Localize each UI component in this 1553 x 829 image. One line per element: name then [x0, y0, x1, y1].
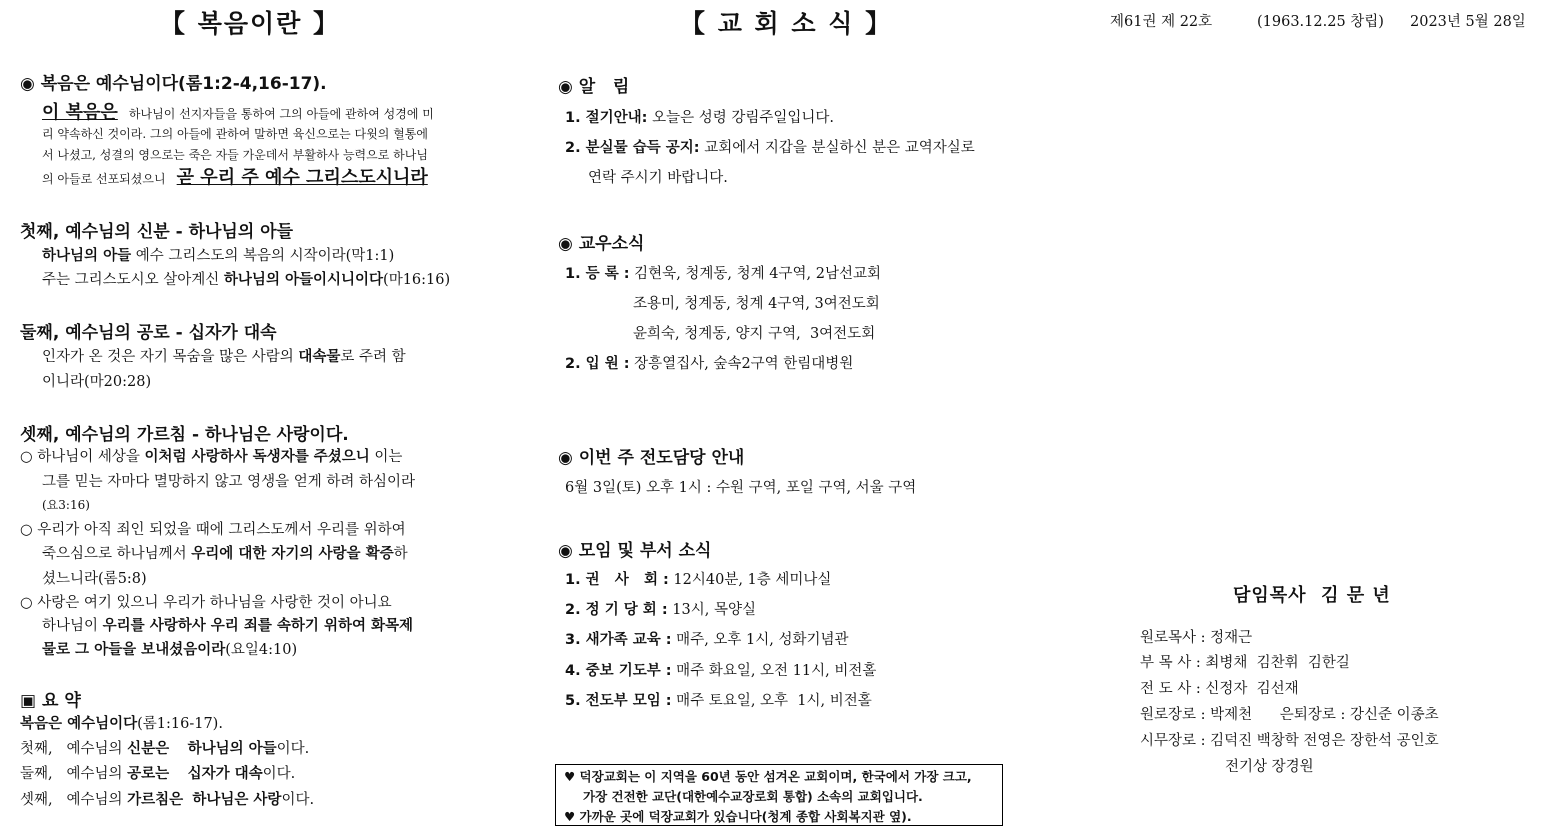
notice-heading: ◉ 알 림 — [558, 77, 630, 97]
third-point-item3-bold2: 물로 그 아들을 보내셨음이라 — [42, 642, 226, 658]
third-point-item2-line1: ○ 우리가 아직 죄인 되었을 때에 그리스도께서 우리를 위하여 — [20, 522, 406, 538]
meeting-item4 — [565, 659, 876, 680]
notice-item2-line2: 연락 주시기 바랍니다. — [588, 170, 728, 186]
third-point-item3-line2 — [42, 614, 413, 635]
registration-line3: 윤희숙, 청계동, 양지 구역, 3여전도회 — [633, 326, 876, 342]
summary-line4-a: 셋째, 예수님의 — [20, 792, 128, 808]
summary-line4-b: 가르침은 — [127, 792, 184, 808]
meeting-heading: ◉ 모임 및 부서 소식 — [558, 541, 712, 561]
second-point-text1b: 로 주려 함 — [340, 349, 406, 365]
meeting-item2-text: 13시, 목양실 — [667, 602, 756, 618]
gospel-intro-lead: 이 복음은 — [42, 102, 118, 123]
summary-line3 — [20, 762, 295, 783]
meeting-item1-label: 1. 권 사 회 : — [565, 572, 669, 588]
summary-line2-d: 하나님의 아들 — [187, 741, 277, 757]
notice-item1 — [565, 106, 834, 127]
staff-line5: 시무장로 : 김덕진 백창학 전영은 장한석 공인호 — [1140, 733, 1439, 749]
registration-label: 1. 등 록 : — [565, 266, 630, 282]
registration-text1: 김현욱, 청계동, 청계 4구역, 2남선교회 — [629, 266, 881, 282]
staff-line2: 부 목 사 : 최병채 김찬휘 김한길 — [1140, 655, 1350, 671]
evangelism-heading: ◉ 이번 주 전도담당 안내 — [558, 448, 745, 468]
meeting-item4-text: 매주 화요일, 오전 11시, 비전홀 — [671, 663, 877, 679]
staff-line3: 전 도 사 : 신정자 김선재 — [1140, 681, 1299, 697]
registration-line1 — [565, 262, 881, 283]
third-point-item2-pre: 죽으심으로 하나님께서 — [42, 546, 192, 562]
gospel-intro-heading: ◉ 복음은 예수님이다(롬1:2-4,16-17). — [20, 74, 327, 94]
summary-line1-bold: 복음은 예수님이다 — [20, 716, 138, 732]
gospel-intro-end: 곧 우리 주 예수 그리스도시니라 — [176, 167, 428, 188]
hospital-line — [565, 352, 853, 373]
summary-line2-b: 신분은 — [127, 741, 170, 757]
gospel-intro-line4 — [42, 163, 428, 189]
summary-line2-c — [169, 741, 187, 757]
third-point-item1-bold: 이처럼 사랑하사 독생자를 주셨으니 — [144, 449, 370, 465]
second-point-heading: 둘째, 예수님의 공로 - 십자가 대속 — [20, 323, 277, 343]
first-point-text1: 예수 그리스도의 복음의 시작이라(막1:1) — [131, 248, 395, 264]
third-point-item1-pre: ○ 하나님이 세상을 — [20, 449, 145, 465]
summary-line2-e: 이다. — [276, 741, 310, 757]
meeting-item5 — [565, 689, 872, 710]
gospel-intro-line2: 리 약속하신 것이라. 그의 아들에 관하여 말하면 육신으로는 다윗의 혈통에 — [42, 127, 428, 141]
second-point-line2: 이니라(마20:28) — [42, 374, 152, 390]
second-point-line1 — [42, 345, 406, 366]
third-point-item2-post: 하 — [393, 546, 408, 562]
church-info-line1: ♥ 덕장교회는 이 지역을 60년 동안 섬겨온 교회이며, 한국에서 가장 크고, — [564, 769, 972, 784]
first-point-bold2: 하나님의 아들이시니이다 — [223, 272, 384, 288]
first-point-line1 — [42, 244, 394, 265]
meeting-item4-label: 4. 중보 기도부 : — [565, 663, 672, 679]
church-info-box — [555, 764, 1003, 826]
bulletin-date: 2023년 5월 28일 — [1410, 14, 1526, 30]
church-info-line2: 가장 건전한 교단(대한예수교장로회 통합) 소속의 교회입니다. — [583, 789, 923, 804]
summary-line1 — [20, 712, 223, 733]
summary-line4-d: 하나님은 사랑 — [192, 792, 282, 808]
staff-line6: 전기상 장경원 — [1225, 759, 1314, 775]
church-info-line3: ♥ 가까운 곳에 덕장교회가 있습니다(청계 종합 사회복지관 옆). — [564, 809, 912, 824]
third-point-item2-line2 — [42, 542, 408, 563]
summary-line1-ref: (롬1:16-17). — [137, 716, 223, 732]
notice-item2-text: 교회에서 지갑을 분실하신 분은 교역자실로 — [699, 140, 975, 156]
meeting-item3-text: 매주, 오후 1시, 성화기념관 — [671, 632, 849, 648]
hospital-text: 장흥열집사, 숲속2구역 한림대병원 — [629, 356, 854, 372]
summary-line3-c — [169, 766, 187, 782]
notice-item1-label: 1. 절기안내: — [565, 110, 648, 126]
first-point-bold1: 하나님의 아들 — [42, 248, 132, 264]
third-point-heading: 셋째, 예수님의 가르침 - 하나님은 사랑이다. — [20, 425, 349, 445]
meeting-item5-text: 매주 토요일, 오후 1시, 비전홀 — [671, 693, 872, 709]
notice-item2-label: 2. 분실물 습득 공지: — [565, 140, 700, 156]
staff-line4: 원로장로 : 박제천 은퇴장로 : 강신준 이종초 — [1140, 707, 1439, 723]
news-column-title: 【 교 회 소 식 】 — [680, 9, 893, 38]
summary-line4 — [20, 788, 314, 809]
meeting-item5-label: 5. 전도부 모임 : — [565, 693, 672, 709]
third-point-item3-bold: 우리를 사랑하사 우리 죄를 속하기 위하여 화목제 — [102, 618, 414, 634]
senior-pastor: 담임목사 김 문 년 — [1233, 585, 1391, 606]
meeting-item2 — [565, 598, 756, 619]
third-point-item2-line3: 셨느니라(롬5:8) — [42, 571, 147, 587]
meeting-item1-text: 12시40분, 1층 세미나실 — [668, 572, 832, 588]
third-point-item3-ref: (요일4:10) — [225, 642, 298, 658]
meeting-item1 — [565, 568, 831, 589]
gospel-intro-line3: 서 나셨고, 성결의 영으로는 죽은 자들 가운데서 부활하사 능력으로 하나님 — [42, 148, 428, 162]
summary-line2 — [20, 737, 309, 758]
summary-line4-e: 이다. — [281, 792, 315, 808]
member-news-heading: ◉ 교우소식 — [558, 234, 645, 254]
summary-line2-a: 첫째, 예수님의 — [20, 741, 128, 757]
third-point-item1-post: 이는 — [369, 449, 403, 465]
third-point-item1-line2: 그를 믿는 자마다 멸망하지 않고 영생을 얻게 하려 하심이라 — [42, 474, 416, 490]
second-point-bold1: 대속물 — [298, 349, 341, 365]
evangelism-text: 6월 3일(토) 오후 1시 : 수원 구역, 포일 구역, 서울 구역 — [565, 480, 917, 496]
notice-item2 — [565, 136, 975, 157]
summary-heading: ▣ 요 약 — [20, 691, 81, 711]
first-point-heading: 첫째, 예수님의 신분 - 하나님의 아들 — [20, 222, 294, 242]
summary-line4-c — [183, 792, 192, 808]
third-point-item3-pre: 하나님이 — [42, 618, 103, 634]
third-point-item2-bold: 우리에 대한 자기의 사랑을 확증 — [191, 546, 394, 562]
third-point-item1-line1 — [20, 445, 402, 466]
founded-date: (1963.12.25 창립) — [1257, 14, 1384, 30]
meeting-item2-label: 2. 정 기 당 회 : — [565, 602, 668, 618]
third-point-item3-line1: ○ 사랑은 여기 있으니 우리가 하나님을 사랑한 것이 아니요 — [20, 595, 392, 611]
staff-line1: 원로목사 : 정재근 — [1140, 630, 1253, 646]
summary-line3-e: 이다. — [262, 766, 296, 782]
gospel-intro-line1 — [42, 98, 434, 124]
first-point-ref2: (마16:16) — [383, 272, 451, 288]
gospel-intro-text4: 의 아들로 선포되셨으니 — [42, 172, 166, 186]
meeting-item3-label: 3. 새가족 교육 : — [565, 632, 672, 648]
second-point-text1: 인자가 온 것은 자기 목숨을 많은 사람의 — [42, 349, 299, 365]
summary-line3-b: 공로는 — [127, 766, 170, 782]
gospel-intro-text1: 하나님이 선지자들을 통하여 그의 아들에 관하여 성경에 미 — [128, 107, 434, 121]
first-point-line2 — [42, 268, 450, 289]
third-point-item3-line3 — [42, 638, 297, 659]
first-point-text2: 주는 그리스도시오 살아계신 — [42, 272, 224, 288]
registration-line2: 조용미, 청계동, 청계 4구역, 3여전도회 — [633, 296, 880, 312]
third-point-item1-line3: (요3:16) — [42, 498, 90, 512]
summary-line3-d: 십자가 대속 — [187, 766, 263, 782]
summary-line3-a: 둘째, 예수님의 — [20, 766, 128, 782]
issue-number: 제61권 제 22호 — [1110, 14, 1213, 30]
notice-item1-text: 오늘은 성령 강림주일입니다. — [647, 110, 835, 126]
hospital-label: 2. 입 원 : — [565, 356, 630, 372]
gospel-column-title: 【 복음이란 】 — [160, 9, 341, 38]
meeting-item3 — [565, 628, 849, 649]
